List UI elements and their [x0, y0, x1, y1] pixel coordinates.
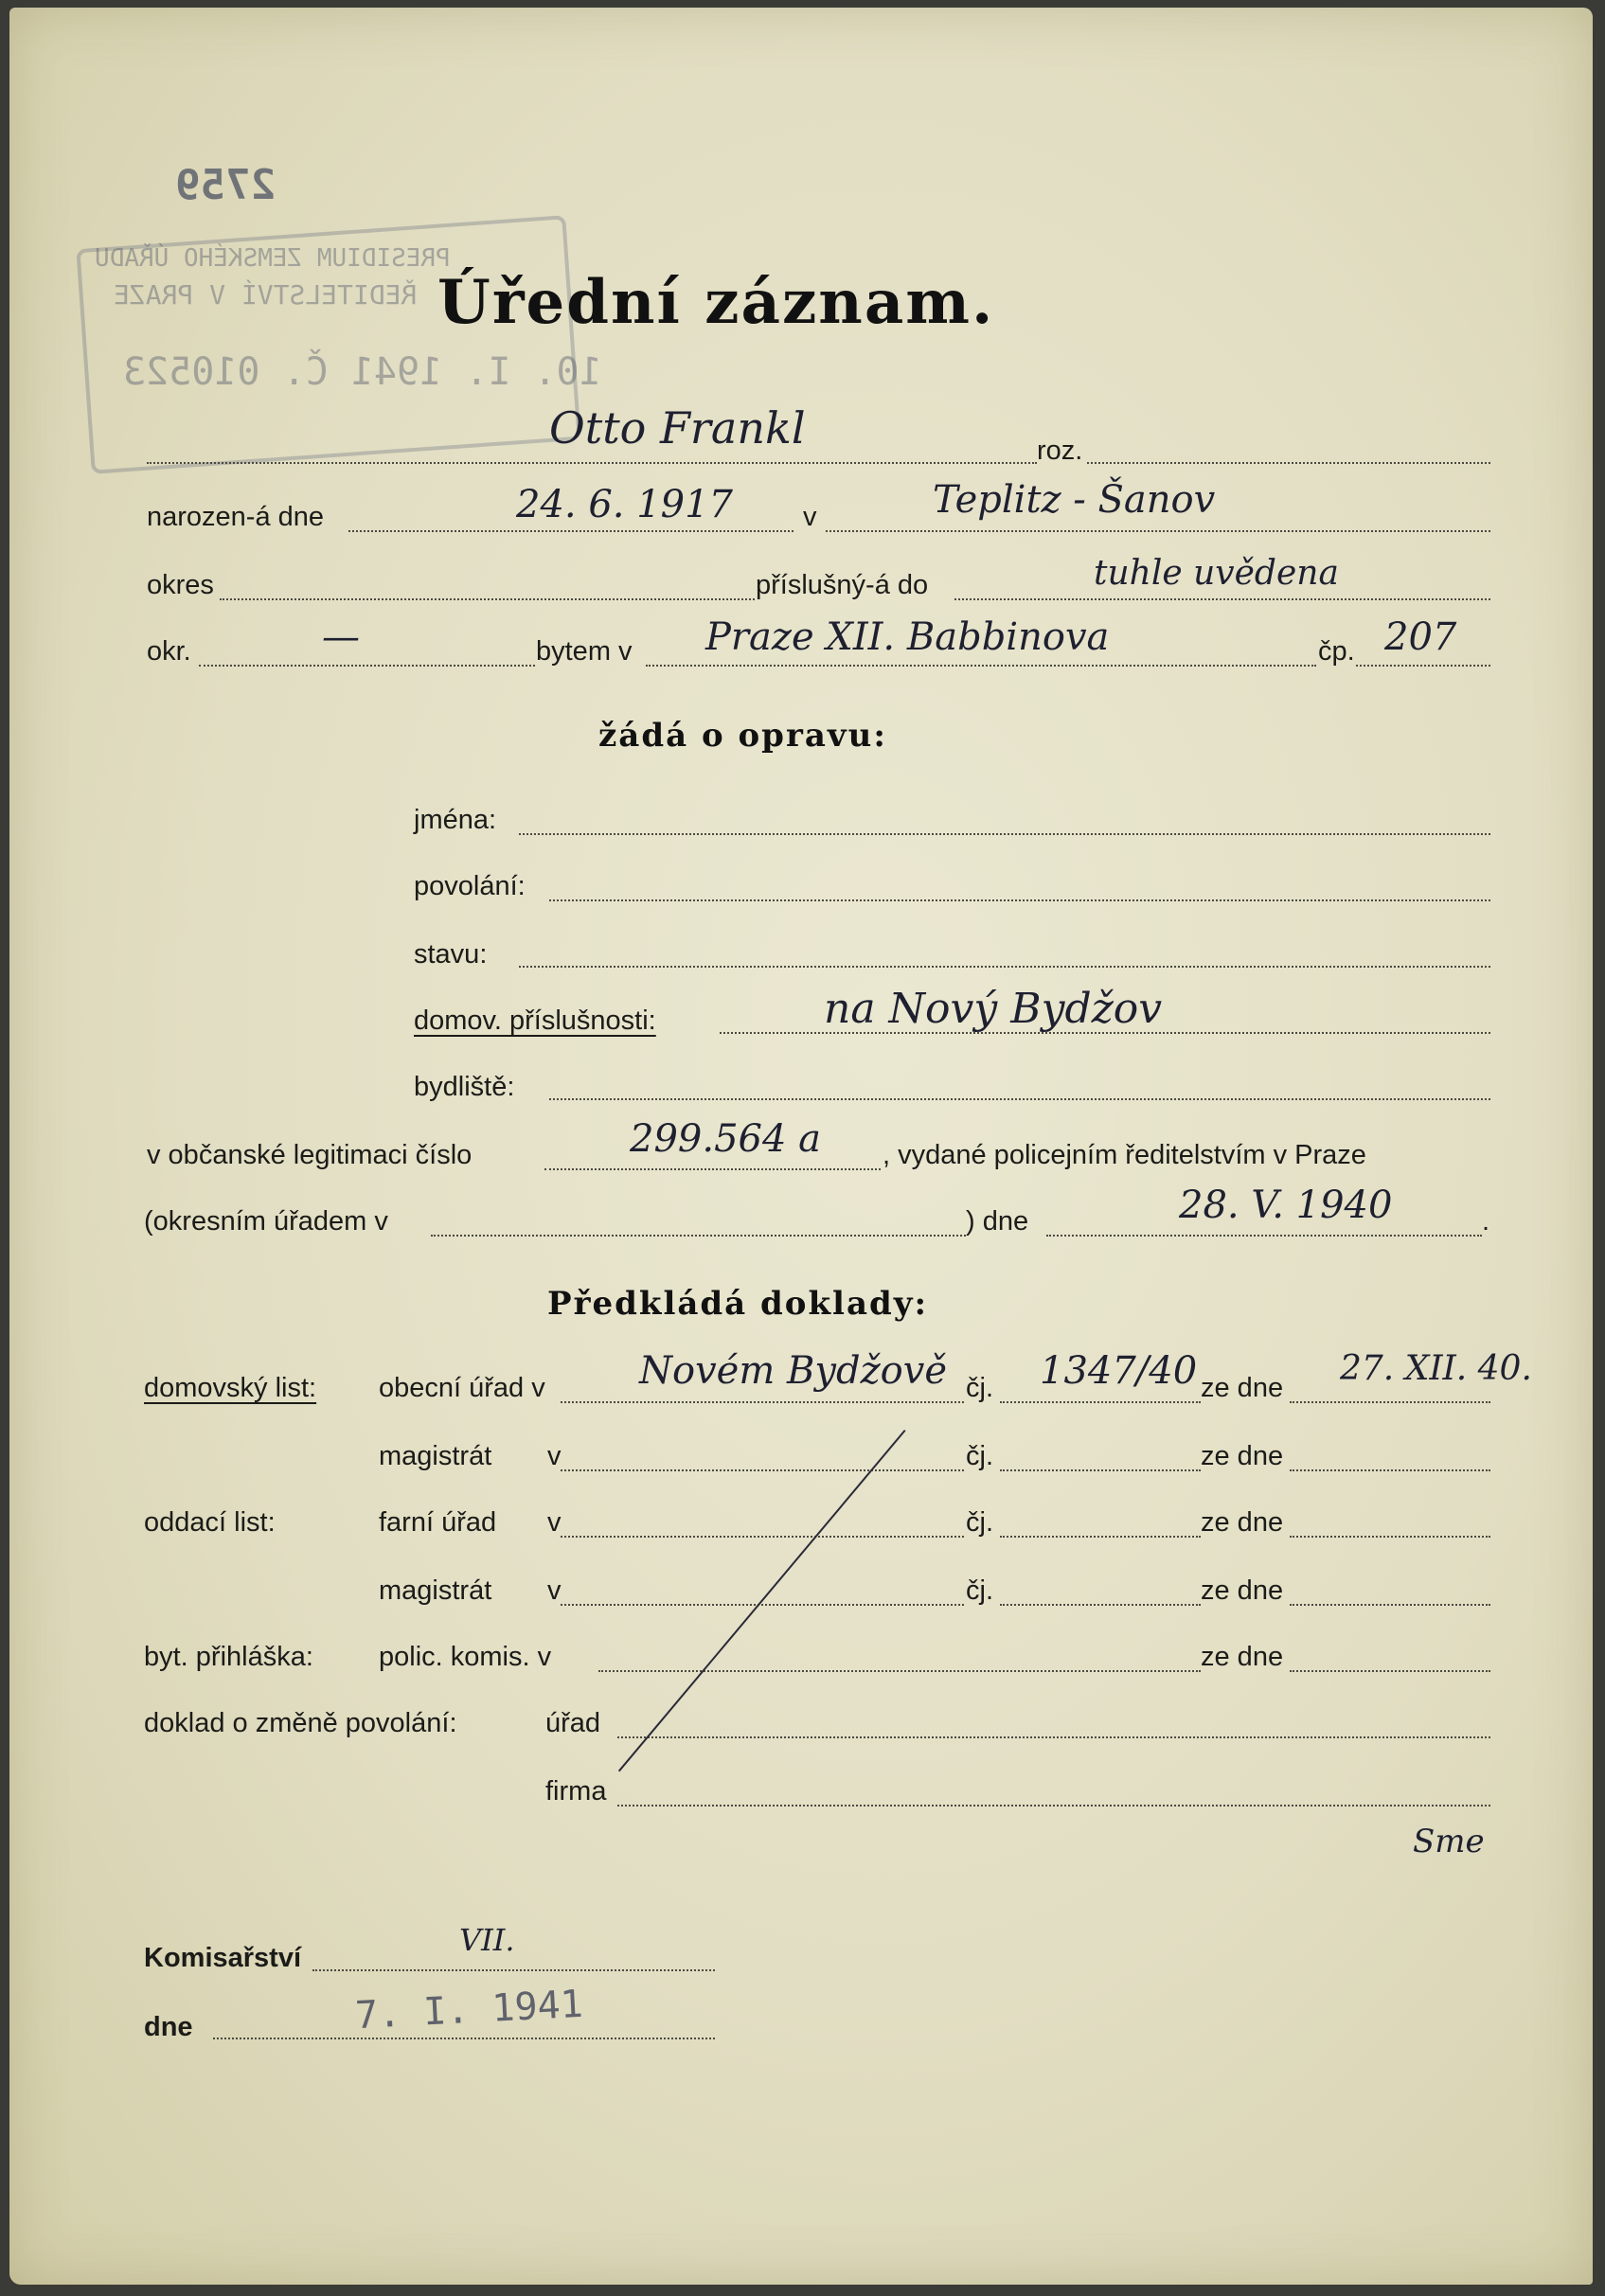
komisarstvi-label: Komisařství [144, 1943, 302, 1973]
okr-label: okr. [147, 636, 191, 667]
cj-label-2: čj. [966, 1441, 993, 1471]
ze-dne-label-4: ze dne [1201, 1575, 1284, 1606]
born-place-value: Teplitz - Šanov [933, 478, 1216, 522]
magistrat-label-2: magistrát [379, 1575, 492, 1606]
firma-label: firma [545, 1776, 607, 1807]
domovsky-label: domovský list: [144, 1373, 317, 1403]
obecni-value: Novém Bydžově [639, 1349, 948, 1393]
magistrat-v-2: v [547, 1575, 562, 1606]
bydliste-label: bydliště: [414, 1072, 515, 1102]
oddaci-label: oddací list: [144, 1507, 276, 1538]
legit-number: 299.564 a [630, 1117, 821, 1161]
page-title: Úřední záznam. [437, 267, 995, 338]
magistrat-label-1: magistrát [379, 1441, 492, 1471]
ze-dne-label-5: ze dne [1201, 1642, 1284, 1672]
prislusny-label: příslušný-á do [756, 570, 929, 600]
obecni-label: obecní úřad v [379, 1373, 545, 1403]
cp-label: čp. [1318, 636, 1355, 667]
bytem-label: bytem v [536, 636, 633, 667]
farni-label: farní úřad [379, 1507, 497, 1538]
ze-dne-label-2: ze dne [1201, 1441, 1284, 1471]
okr-value: — [322, 615, 360, 659]
cp-value: 207 [1384, 615, 1457, 659]
magistrat-v-1: v [547, 1441, 562, 1471]
roz-label: roz. [1037, 436, 1083, 466]
born-v-label: v [803, 502, 817, 532]
cj-label-1: čj. [966, 1373, 993, 1403]
legit-issued: , vydané policejním ředitelstvím v Praze [883, 1140, 1366, 1170]
ze-dne-value: 27. XII. 40. [1340, 1349, 1532, 1388]
okresnim-label: (okresním úřadem v [144, 1206, 388, 1237]
bytem-value: Praze XII. Babbinova [705, 615, 1110, 659]
dne-label: dne [144, 2012, 193, 2042]
born-date-value: 24. 6. 1917 [516, 483, 734, 526]
stavu-label: stavu: [414, 939, 488, 970]
name-value: Otto Frankl [549, 402, 806, 454]
stamp-line-3: 10. I. 1941 Č. 010523 [123, 350, 602, 394]
cj-value: 1347/40 [1040, 1349, 1198, 1393]
jmena-label: jména: [414, 805, 497, 835]
legit-label: v občanské legitimaci číslo [147, 1140, 473, 1170]
prislusny-value: tuhle uvědena [1094, 554, 1339, 593]
okres-label: okres [147, 570, 214, 600]
byt-label: byt. přihláška: [144, 1642, 313, 1672]
cj-label-4: čj. [966, 1575, 993, 1606]
section-request-title: žádá o opravu: [598, 717, 887, 755]
komisarstvi-value: VII. [459, 1922, 515, 1958]
cj-label-3: čj. [966, 1507, 993, 1538]
povolani-label: povolání: [414, 871, 526, 901]
domov-label: domov. příslušnosti: [414, 1006, 656, 1036]
doklad-label: doklad o změně povolání: [144, 1708, 457, 1738]
ze-dne-label-1: ze dne [1201, 1373, 1284, 1403]
ze-dne-label-3: ze dne [1201, 1507, 1284, 1538]
born-label: narozen-á dne [147, 502, 325, 532]
farni-v: v [547, 1507, 562, 1538]
stamp-line-1: PRESIDIUM ZEMSKÉHO ÚŘADU [95, 244, 451, 273]
legit-date: 28. V. 1940 [1179, 1184, 1393, 1227]
stamp-line-2: ŘEDITELSTVÍ V PRAZE [114, 279, 418, 311]
urad-label: úřad [545, 1708, 601, 1738]
polic-label: polic. komis. v [379, 1642, 552, 1672]
section-documents-title: Předkládá doklady: [547, 1285, 929, 1323]
legit-dot: . [1482, 1206, 1490, 1237]
date-stamp: 7. I. 1941 [353, 1982, 584, 2038]
legit-dne-label: ) dne [966, 1206, 1029, 1237]
initials: Sme [1413, 1823, 1485, 1860]
domov-value: na Nový Bydžov [824, 985, 1163, 1033]
stamp-number: 2759 [175, 161, 276, 209]
